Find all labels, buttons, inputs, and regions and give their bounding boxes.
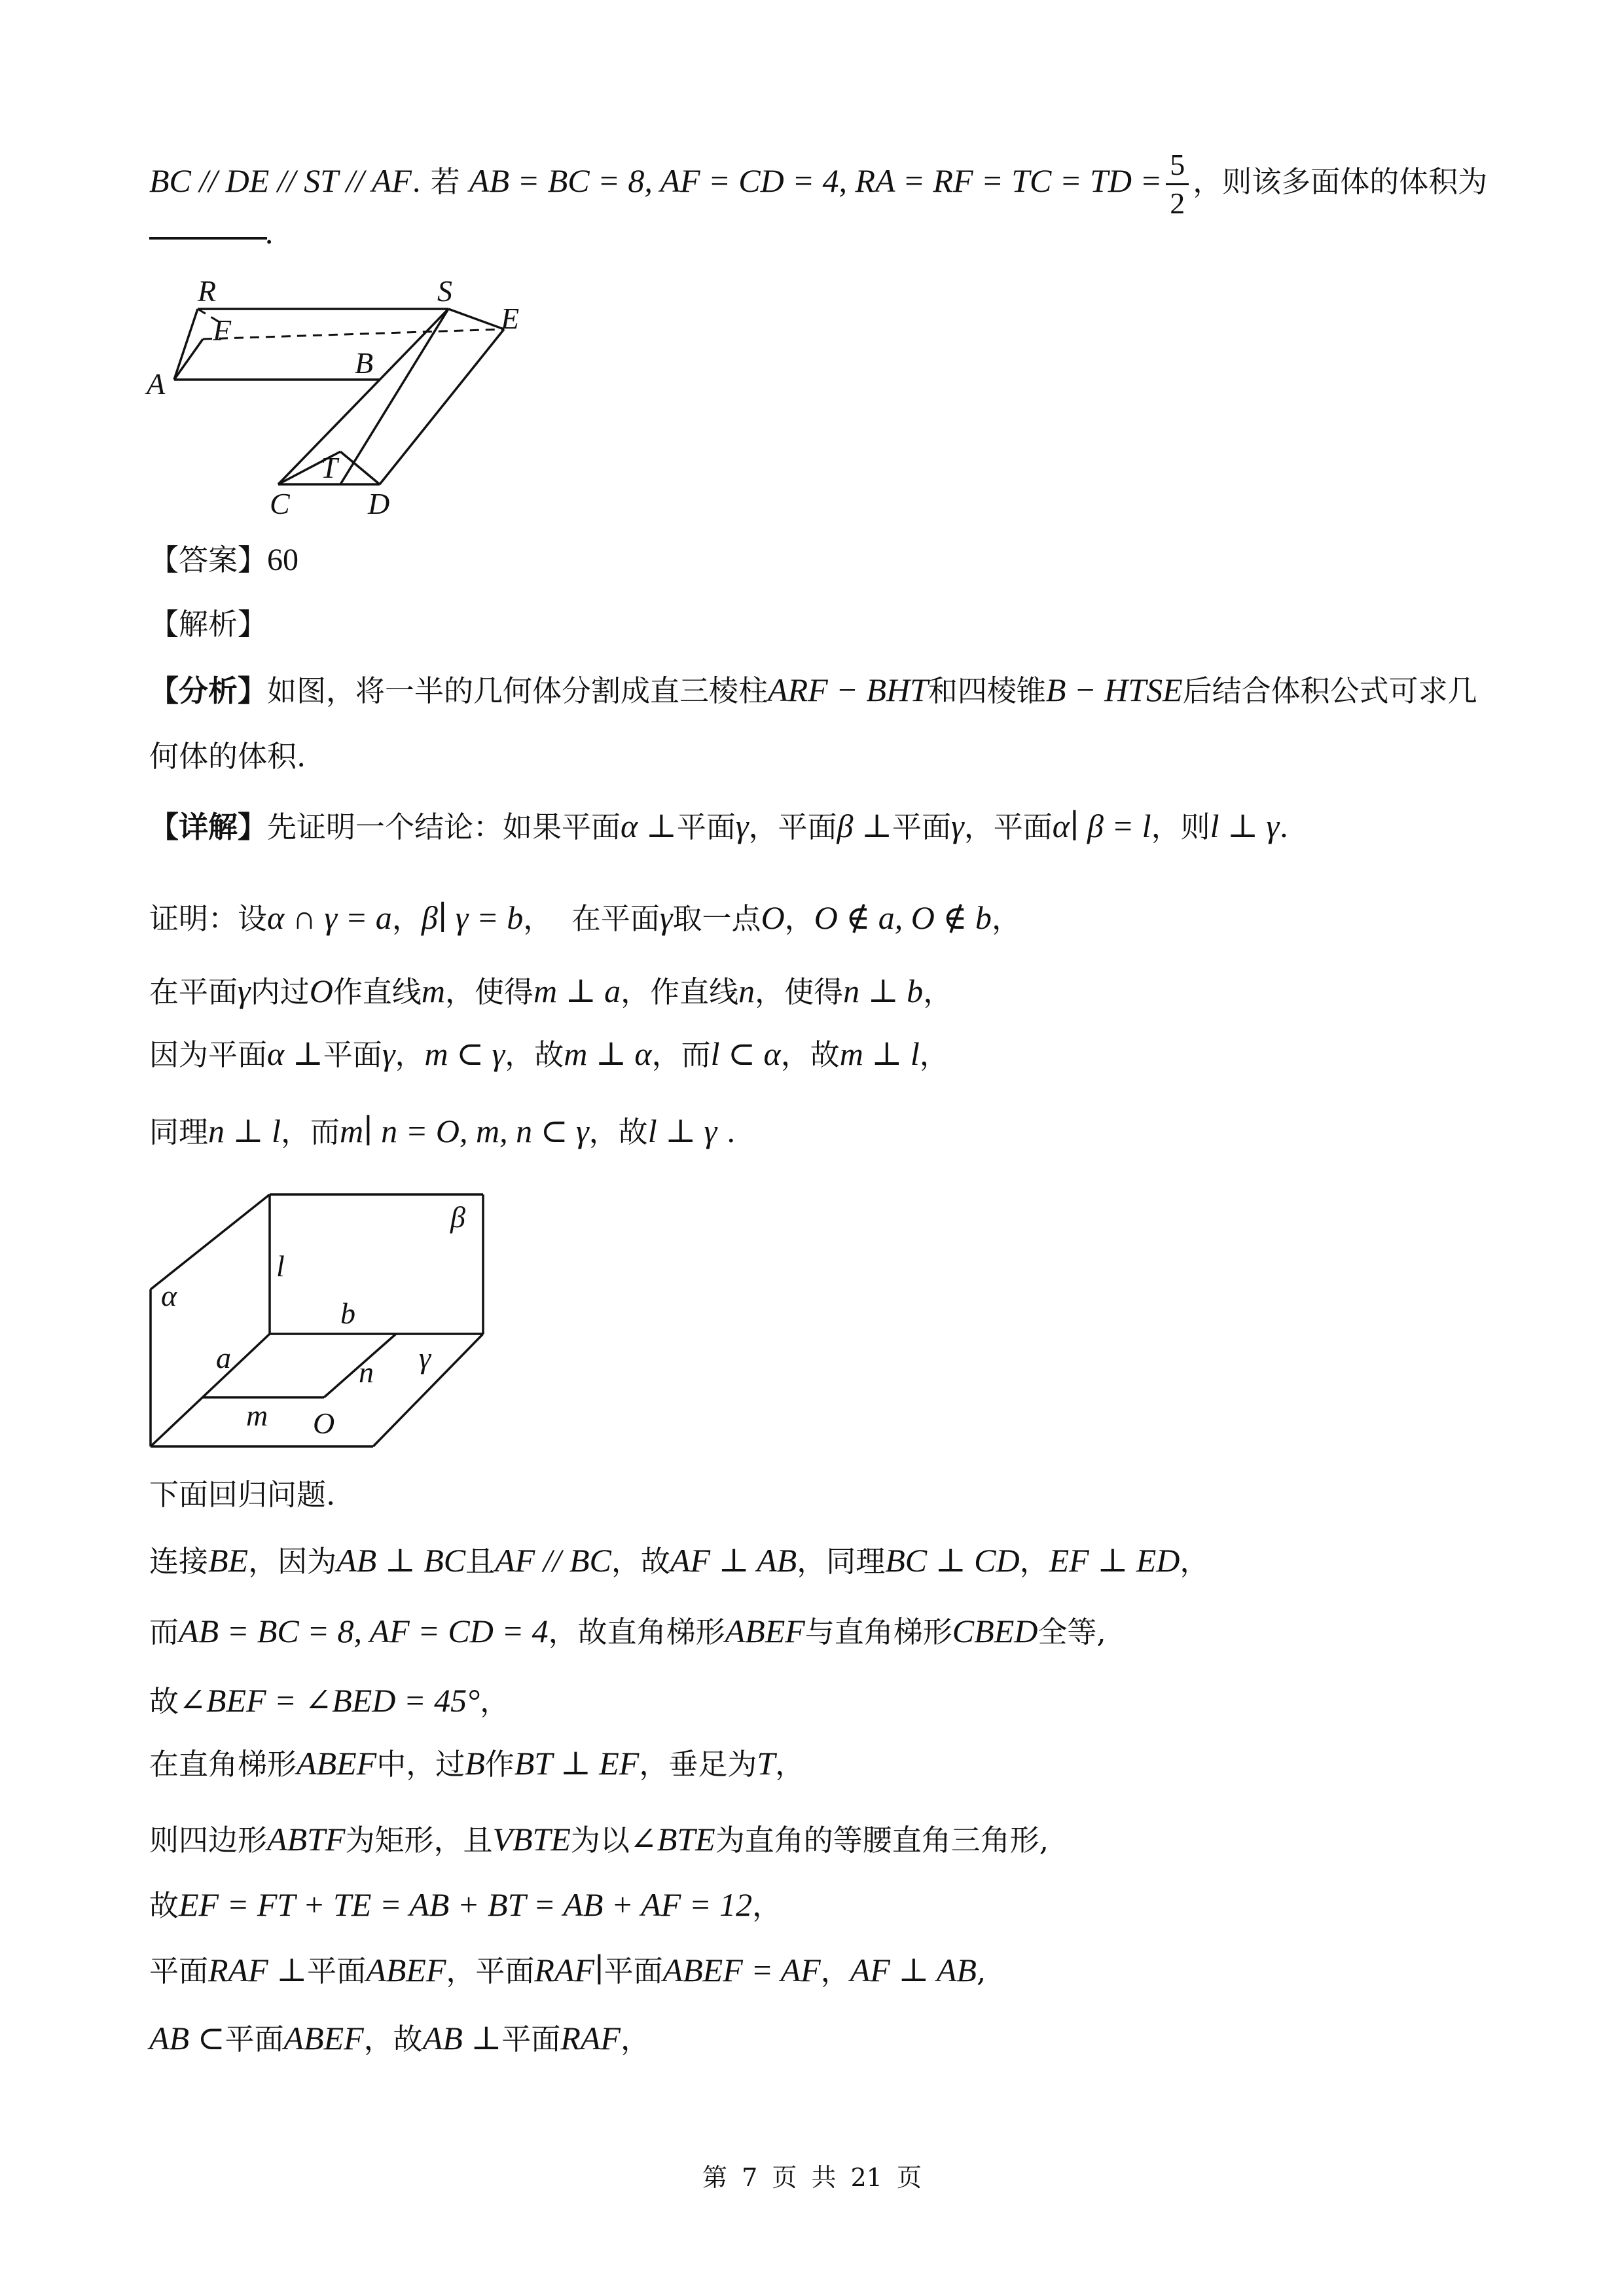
text: 平面 bbox=[307, 1954, 367, 1988]
math: γ bbox=[951, 808, 964, 844]
text: 在直角梯形 bbox=[149, 1747, 297, 1782]
math: ∠BEF = ∠BED = 45° bbox=[179, 1682, 480, 1719]
math: BT ⊥ EF bbox=[514, 1745, 640, 1782]
math: AF ⊥ AB bbox=[850, 1952, 977, 1988]
text: 后结合体积公式可求几 bbox=[1182, 673, 1477, 708]
math: B bbox=[465, 1745, 485, 1782]
answer-blank bbox=[149, 237, 267, 240]
math: O bbox=[309, 973, 333, 1009]
math: β∣ γ = b bbox=[421, 899, 524, 936]
math: RAF bbox=[560, 2020, 621, 2056]
text: 为直角的等腰直角三角形, bbox=[715, 1823, 1049, 1857]
text: ， bbox=[620, 2022, 650, 2056]
text: ， bbox=[919, 1037, 949, 1072]
text: ， bbox=[784, 901, 814, 936]
math: BE bbox=[208, 1542, 249, 1579]
text: 为以 bbox=[570, 1823, 630, 1857]
text: 则四边形 bbox=[149, 1823, 268, 1857]
label-A: A bbox=[147, 367, 166, 401]
text: 平面 bbox=[501, 2022, 561, 2056]
math-parallel: BC // DE // ST // AF bbox=[149, 162, 412, 199]
label-F: F bbox=[213, 314, 232, 347]
text: ，而 bbox=[280, 1115, 340, 1149]
math: T bbox=[757, 1745, 776, 1782]
text: 平面 bbox=[604, 1954, 663, 1988]
math: ABEF bbox=[283, 2020, 364, 2056]
answer-value: 60 bbox=[267, 543, 299, 577]
label-m: m bbox=[246, 1399, 268, 1432]
text: ，平面 bbox=[446, 1954, 535, 1988]
text: ，故 bbox=[611, 1544, 670, 1579]
fraction bbox=[1166, 147, 1189, 222]
math: l ⊥ γ bbox=[647, 1113, 717, 1149]
math: l ⊥ γ bbox=[1210, 808, 1280, 844]
text: , bbox=[976, 1954, 986, 1988]
text: ，作直线 bbox=[621, 975, 739, 1009]
math: CBED bbox=[952, 1613, 1038, 1649]
text: ， 在平面 bbox=[523, 901, 660, 936]
xiangjie-line bbox=[149, 806, 1289, 847]
text: . bbox=[717, 1115, 736, 1149]
label-D: D bbox=[368, 487, 390, 520]
answer-tag: 【答案】 bbox=[149, 543, 268, 577]
math: ABEF = AF bbox=[662, 1952, 821, 1988]
math: BC ⊥ CD bbox=[885, 1542, 1020, 1579]
fraction-numerator: 5 bbox=[1166, 147, 1189, 185]
math: ∠BTE bbox=[629, 1821, 715, 1857]
text: 为矩形，且 bbox=[345, 1823, 493, 1857]
math: ABEF bbox=[366, 1952, 446, 1988]
label-S: S bbox=[437, 275, 452, 308]
solution-line-2 bbox=[149, 1541, 1209, 1581]
text: ， bbox=[1180, 1544, 1210, 1579]
text: ， bbox=[820, 1954, 850, 1988]
fenxi-line-2: 何体的体积. bbox=[149, 739, 306, 774]
label-gamma: γ bbox=[419, 1341, 431, 1374]
text: ，则 bbox=[1151, 810, 1210, 844]
text: ， bbox=[752, 1888, 782, 1923]
math: EF ⊥ ED bbox=[1049, 1542, 1180, 1579]
math: RAF ⊥ bbox=[208, 1952, 308, 1988]
math: m∣ n = O, m, n ⊂ γ bbox=[339, 1113, 589, 1149]
math: AB ⊥ bbox=[422, 2020, 502, 2056]
text: 取一点 bbox=[672, 901, 761, 936]
text: 全等, bbox=[1038, 1615, 1106, 1649]
text: ，故 bbox=[505, 1037, 564, 1072]
analysis-tag: 【解析】 bbox=[149, 607, 268, 641]
math: ABEF bbox=[297, 1745, 377, 1782]
math: AB ⊂ bbox=[149, 2020, 225, 2056]
text: ， bbox=[775, 1747, 805, 1782]
text: ，因为 bbox=[248, 1544, 337, 1579]
label-n: n bbox=[359, 1355, 374, 1389]
text: ， bbox=[391, 901, 422, 936]
math: β ⊥ bbox=[837, 808, 892, 844]
text: 证明：设 bbox=[149, 901, 268, 936]
label-beta: β bbox=[450, 1200, 465, 1234]
text: 内过 bbox=[250, 975, 310, 1009]
text: ，故直角梯形 bbox=[548, 1615, 725, 1649]
planes-figure bbox=[144, 1185, 511, 1460]
math: α∣ β = l bbox=[1052, 808, 1151, 844]
label-C: C bbox=[270, 487, 290, 520]
solution-line-7 bbox=[149, 1885, 782, 1926]
text: 中，过 bbox=[376, 1747, 465, 1782]
proof-line-3 bbox=[149, 1034, 949, 1075]
text: 作直线 bbox=[333, 975, 422, 1009]
text: 先证明一个结论：如果平面 bbox=[267, 810, 621, 844]
math: m ⊥ α bbox=[564, 1035, 652, 1072]
text: ， bbox=[395, 1037, 425, 1072]
proof-line-4 bbox=[149, 1111, 736, 1152]
math: l ⊂ α bbox=[710, 1035, 781, 1072]
solution-line-9 bbox=[149, 2018, 650, 2059]
text: 故 bbox=[149, 1684, 179, 1719]
math: AF // BC bbox=[495, 1542, 611, 1579]
label-R: R bbox=[198, 275, 217, 308]
text: ，而 bbox=[651, 1037, 711, 1072]
math: RAF∣ bbox=[534, 1952, 604, 1988]
label-alpha: α bbox=[161, 1279, 177, 1312]
text: ，使得 bbox=[444, 975, 533, 1009]
text: ，平面 bbox=[748, 810, 837, 844]
text: ， bbox=[1019, 1544, 1049, 1579]
label-l: l bbox=[276, 1249, 285, 1283]
math: n ⊥ b bbox=[843, 973, 924, 1009]
label-T: T bbox=[321, 451, 338, 484]
text: ，使得 bbox=[755, 975, 844, 1009]
label-b: b bbox=[340, 1297, 355, 1330]
math: α ⊥ bbox=[267, 1035, 323, 1072]
polyhedron-figure bbox=[144, 275, 550, 530]
math: m bbox=[421, 973, 445, 1009]
text: . bbox=[1279, 810, 1289, 844]
answer-line bbox=[149, 541, 298, 580]
math: ARF − BHT bbox=[768, 672, 928, 708]
text: 如图，将一半的几何体分割成直三棱柱 bbox=[267, 673, 768, 708]
xiangjie-tag: 【详解】 bbox=[149, 810, 268, 844]
text: 与直角梯形 bbox=[804, 1615, 952, 1649]
math: γ bbox=[238, 973, 251, 1009]
text: ， bbox=[923, 975, 953, 1009]
math: m ⊥ a bbox=[533, 973, 621, 1009]
text: ，则该多面体的体积为 bbox=[1193, 164, 1488, 199]
text: 平面 bbox=[323, 1037, 382, 1072]
fraction-denominator: 2 bbox=[1170, 187, 1185, 220]
math: ABTF bbox=[267, 1821, 346, 1857]
math: m ⊂ γ bbox=[424, 1035, 505, 1072]
math: m ⊥ l bbox=[839, 1035, 920, 1072]
text: 且 bbox=[465, 1544, 496, 1579]
math: VBTE bbox=[492, 1821, 571, 1857]
math: α ⊥ bbox=[621, 808, 677, 844]
fenxi-tag: 【分析】 bbox=[149, 673, 268, 708]
math: n bbox=[738, 973, 755, 1009]
solution-line-3 bbox=[149, 1611, 1106, 1652]
math: ABEF bbox=[725, 1613, 805, 1649]
solution-line-6 bbox=[149, 1820, 1049, 1860]
proof-line-1 bbox=[149, 898, 1021, 939]
math: O bbox=[761, 899, 785, 936]
math: O ∉ a, O ∉ b bbox=[814, 899, 992, 936]
text: 平面 bbox=[676, 810, 736, 844]
math: EF = FT + TE = AB + BT = AB + AF = 12 bbox=[179, 1886, 753, 1923]
label-O: O bbox=[313, 1407, 335, 1440]
solution-line-8 bbox=[149, 1950, 986, 1991]
text: 故 bbox=[149, 1888, 179, 1923]
solution-line-5 bbox=[149, 1744, 804, 1784]
math: γ bbox=[659, 899, 673, 936]
text: ，同理 bbox=[797, 1544, 886, 1579]
label-B: B bbox=[355, 346, 374, 380]
text: 平面 bbox=[892, 810, 951, 844]
text: 同理 bbox=[149, 1115, 209, 1149]
problem-line-1 bbox=[149, 147, 1487, 222]
label-a: a bbox=[216, 1341, 231, 1374]
text: ，故 bbox=[363, 2022, 423, 2056]
text: ，平面 bbox=[964, 810, 1053, 844]
text: 在平面 bbox=[149, 975, 238, 1009]
text: 平面 bbox=[225, 2022, 284, 2056]
math: AB = BC = 8, AF = CD = 4 bbox=[179, 1613, 549, 1649]
solution-line-4 bbox=[149, 1681, 509, 1721]
math: γ bbox=[382, 1035, 395, 1072]
math: n ⊥ l bbox=[208, 1113, 281, 1149]
text: 连接 bbox=[149, 1544, 209, 1579]
text: . 若 bbox=[411, 164, 460, 199]
text: 和四棱锥 bbox=[928, 673, 1046, 708]
math: B − HTSE bbox=[1045, 672, 1183, 708]
math: AB ⊥ BC bbox=[336, 1542, 466, 1579]
text: ，故 bbox=[588, 1115, 648, 1149]
math: α ∩ γ = a bbox=[267, 899, 392, 936]
text: 因为平面 bbox=[149, 1037, 268, 1072]
math: γ bbox=[735, 808, 749, 844]
text: 平面 bbox=[149, 1954, 209, 1988]
text: ，故 bbox=[780, 1037, 840, 1072]
label-E: E bbox=[501, 302, 520, 335]
fenxi-line-1 bbox=[149, 670, 1477, 711]
text: ，垂足为 bbox=[639, 1747, 757, 1782]
proof-line-2 bbox=[149, 971, 952, 1012]
text: 而 bbox=[149, 1615, 179, 1649]
text: 作 bbox=[484, 1747, 514, 1782]
page-footer: 第 7 页 共 21 页 bbox=[702, 2163, 922, 2192]
math: AF ⊥ AB bbox=[670, 1542, 797, 1579]
blank-period: . bbox=[264, 216, 274, 251]
math-equalities: AB = BC = 8, AF = CD = 4, RA = RF = TC = TD = bbox=[469, 162, 1163, 199]
text: ， bbox=[480, 1684, 510, 1719]
text: ， bbox=[991, 901, 1021, 936]
solution-line-1: 下面回归问题. bbox=[149, 1477, 336, 1512]
